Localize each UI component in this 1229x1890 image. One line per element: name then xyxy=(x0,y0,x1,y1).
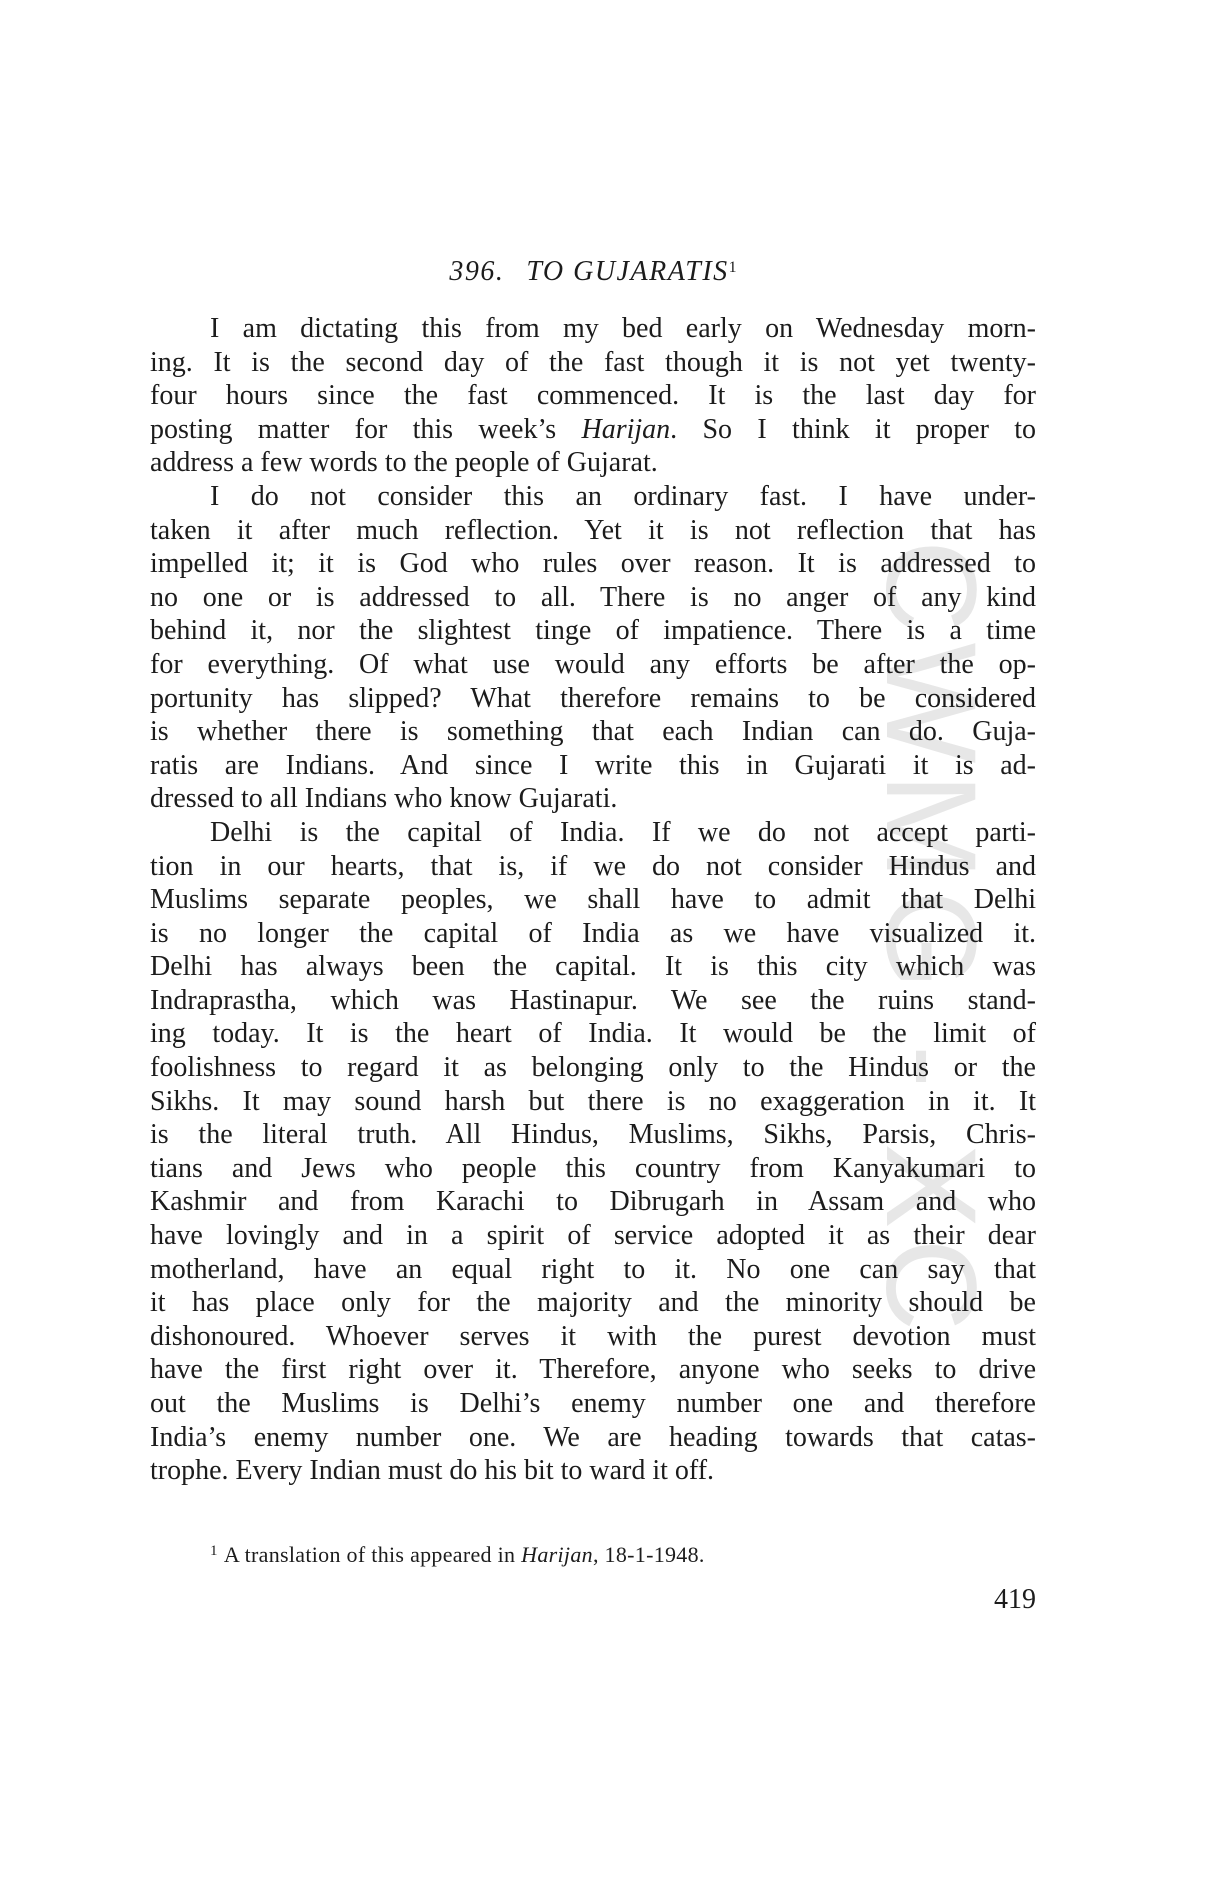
body-text xyxy=(150,312,1036,1488)
italic-title: Harijan xyxy=(581,413,671,445)
footnote-reference: 1 xyxy=(728,259,737,276)
text-line: ing today. It is the heart of India. It would be the limit of xyxy=(150,1018,1036,1050)
footnote xyxy=(210,1537,705,1569)
chapter-number: 396. xyxy=(449,256,505,287)
footnote-rest: , 18-1-1948. xyxy=(592,1542,705,1567)
text-line: it has place only for the majority and the minority should be xyxy=(150,1287,1036,1319)
text-line: taken it after much reflection. Yet it is not reflection that has xyxy=(150,514,1036,546)
text-line: motherland, have an equal right to it. No one can say that xyxy=(150,1253,1036,1285)
text-line: portunity has slipped? What therefore remains to be considered xyxy=(150,682,1036,714)
text-line: I am dictating this from my bed early on Wednesday morn- xyxy=(210,313,1036,344)
text-line: is whether there is something that each Indian can do. Guja- xyxy=(150,716,1036,748)
text-line: Indraprastha, which was Hastinapur. We see the ruins stand- xyxy=(150,984,1036,1016)
text-line: trophe. Every Indian must do his bit to ward it off. xyxy=(150,1455,715,1487)
footnote-mark: 1 xyxy=(210,1543,218,1559)
text-line: Sikhs. It may sound harsh but there is no exaggeration in it. It xyxy=(150,1085,1036,1117)
text-line: foolishness to regard it as belonging only to the Hindus or the xyxy=(150,1052,1036,1084)
watermark: CWMG - XC xyxy=(859,540,1002,1341)
text-line: for everything. Of what use would any efforts be after the op- xyxy=(150,648,1036,680)
text-line: Delhi has always been the capital. It is this city which was xyxy=(150,951,1036,983)
text-line: dishonoured. Whoever serves it with the purest devotion must xyxy=(150,1320,1036,1352)
footnote-italic: Harijan xyxy=(521,1542,593,1567)
footnote-text: A translation of this appeared in xyxy=(223,1542,522,1567)
text-line: tians and Jews who people this country from Kanyakumari to xyxy=(150,1152,1036,1184)
text-line: Kashmir and from Karachi to Dibrugarh in Assam and who xyxy=(150,1186,1036,1218)
text-line: dressed to all Indians who know Gujarati. xyxy=(150,783,618,815)
text-line: behind it, nor the slightest tinge of impatience. There is a time xyxy=(150,615,1036,647)
paragraph xyxy=(150,816,1036,1488)
text-line: is the literal truth. All Hindus, Muslims, Sikhs, Parsis, Chris- xyxy=(150,1119,1036,1151)
text-line: I do not consider this an ordinary fast. I have under- xyxy=(210,480,1036,512)
text-line: have lovingly and in a spirit of service adopted it as their dear xyxy=(150,1220,1036,1252)
text-line: is no longer the capital of India as we have visualized it. xyxy=(150,917,1036,949)
text-line: have the first right over it. Therefore, anyone who seeks to drive xyxy=(150,1354,1036,1386)
paragraph xyxy=(150,312,1036,480)
chapter-heading xyxy=(150,256,1036,288)
text-line: Muslims separate peoples, we shall have to admit that Delhi xyxy=(150,884,1036,916)
paragraph xyxy=(150,480,1036,816)
text-line: no one or is addressed to all. There is no anger of any kind xyxy=(150,581,1036,613)
page-number: 419 xyxy=(994,1584,1036,1615)
text-line: tion in our hearts, that is, if we do not consider Hindus and xyxy=(150,850,1036,882)
text-line: India’s enemy number one. We are heading towards that catas- xyxy=(150,1421,1036,1453)
text-line: address a few words to the people of Gujarat. xyxy=(150,447,658,479)
chapter-title: TO GUJARATIS xyxy=(526,256,729,287)
text-line: impelled it; it is God who rules over reason. It is addressed to xyxy=(150,548,1036,580)
text-line: posting matter for this week’s Harijan. So I think it proper to xyxy=(150,413,1036,445)
text-line: ing. It is the second day of the fast though it is not yet twenty- xyxy=(150,346,1036,378)
text-line: ratis are Indians. And since I write this in Gujarati it is ad- xyxy=(150,749,1036,781)
text-line: four hours since the fast commenced. It is the last day for xyxy=(150,380,1036,412)
text-line: out the Muslims is Delhi’s enemy number one and therefore xyxy=(150,1388,1036,1419)
text-line: Delhi is the capital of India. If we do not accept parti- xyxy=(210,816,1036,848)
